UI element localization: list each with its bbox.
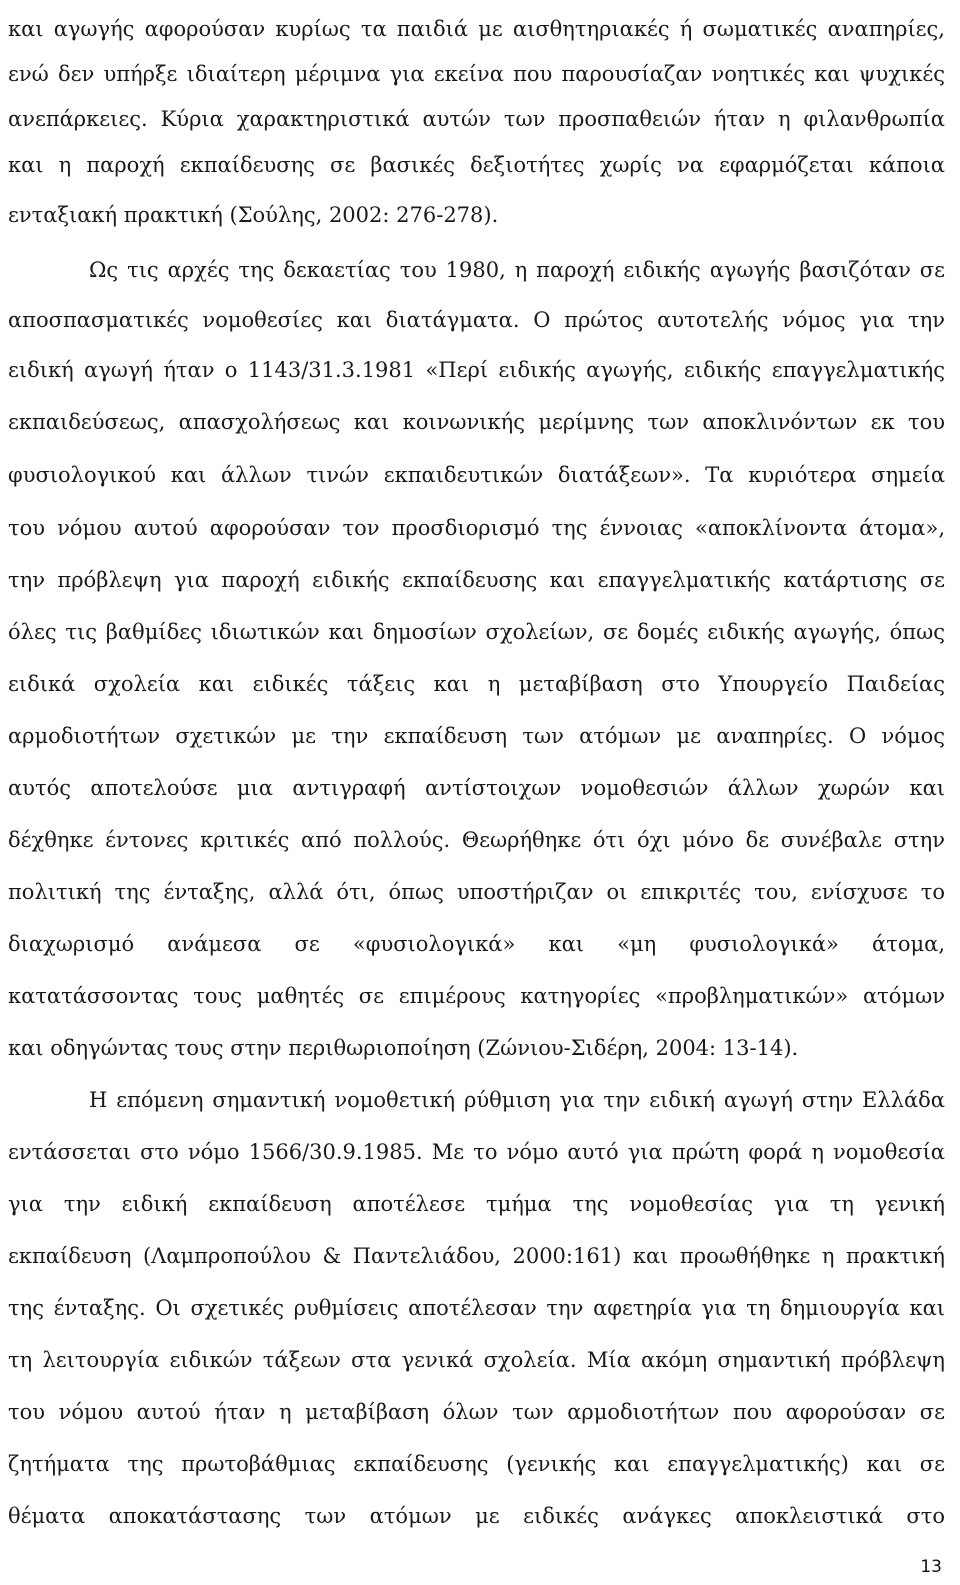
text-line: αρμοδιοτήτων σχετικών με την εκπαίδευση των ατόμων με αναπηρίες. Ο νόμος [8, 724, 945, 748]
text-line: αποσπασματικές νομοθεσίες και διατάγματα. Ο πρώτος αυτοτελής νόμος για την [8, 308, 945, 332]
text-line: ανεπάρκειες. Κύρια χαρακτηριστικά αυτών των προσπαθειών ήταν η φιλανθρωπία [8, 107, 945, 131]
paragraph-start-line: Ως τις αρχές της δεκαετίας του 1980, η παροχή ειδικής αγωγής βασιζόταν σε [89, 258, 945, 282]
text-line: διαχωρισμό ανάμεσα σε «φυσιολογικά» και «μη φυσιολογικά» άτομα, [8, 932, 945, 956]
text-line: πολιτική της ένταξης, αλλά ότι, όπως υποστήριζαν οι επικριτές του, ενίσχυσε το [8, 880, 945, 904]
text-line: του νόμου αυτού ήταν η μεταβίβαση όλων των αρμοδιοτήτων που αφορούσαν σε [8, 1400, 945, 1424]
text-line: εντάσσεται στο νόμο 1566/30.9.1985. Με το νόμο αυτό για πρώτη φορά η νομοθεσία [8, 1140, 945, 1164]
page-number: 13 [920, 1557, 942, 1577]
text-line: δέχθηκε έντονες κριτικές από πολλούς. Θεωρήθηκε ότι όχι μόνο δε συνέβαλε στην [8, 828, 945, 852]
text-line: φυσιολογικού και άλλων τινών εκπαιδευτικών διατάξεων». Τα κυριότερα σημεία [8, 463, 945, 487]
text-line: όλες τις βαθμίδες ιδιωτικών και δημοσίων σχολείων, σε δομές ειδικής αγωγής, όπως [8, 620, 945, 644]
text-line: και αγωγής αφορούσαν κυρίως τα παιδιά με αισθητηριακές ή σωματικές αναπηρίες, [8, 17, 945, 41]
text-line: ζητήματα της πρωτοβάθμιας εκπαίδευσης (γενικής και επαγγελματικής) και σε [8, 1452, 945, 1476]
text-line: την πρόβλεψη για παροχή ειδικής εκπαίδευσης και επαγγελματικής κατάρτισης σε [8, 568, 945, 592]
text-line: θέματα αποκατάστασης των ατόμων με ειδικές ανάγκες αποκλειστικά στο [8, 1504, 945, 1528]
paragraph-start-line: Η επόμενη σημαντική νομοθετική ρύθμιση για την ειδική αγωγή στην Ελλάδα [89, 1088, 945, 1112]
text-line: ειδική αγωγή ήταν ο 1143/31.3.1981 «Περί ειδικής αγωγής, ειδικής επαγγελματικής [8, 358, 945, 382]
text-line: κατατάσσοντας τους μαθητές σε επιμέρους κατηγορίες «προβληματικών» ατόμων [8, 984, 945, 1008]
text-line: ενταξιακή πρακτική (Σούλης, 2002: 276-278). [8, 203, 499, 227]
text-line: του νόμου αυτού αφορούσαν τον προσδιορισμό της έννοιας «αποκλίνοντα άτομα», [8, 516, 945, 540]
text-line: ενώ δεν υπήρξε ιδιαίτερη μέριμνα για εκείνα που παρουσίαζαν νοητικές και ψυχικές [8, 62, 945, 86]
text-line: και οδηγώντας τους στην περιθωριοποίηση (Ζώνιου-Σιδέρη, 2004: 13-14). [8, 1036, 799, 1060]
text-line: ειδικά σχολεία και ειδικές τάξεις και η μεταβίβαση στο Υπουργείο Παιδείας [8, 672, 945, 696]
text-line: τη λειτουργία ειδικών τάξεων στα γενικά σχολεία. Μία ακόμη σημαντική πρόβλεψη [8, 1348, 945, 1372]
text-line: εκπαίδευση (Λαμπροπούλου & Παντελιάδου, 2000:161) και προωθήθηκε η πρακτική [8, 1244, 945, 1268]
text-line: της ένταξης. Οι σχετικές ρυθμίσεις αποτέλεσαν την αφετηρία για τη δημιουργία και [8, 1296, 945, 1320]
text-line: και η παροχή εκπαίδευσης σε βασικές δεξιοτήτες χωρίς να εφαρμόζεται κάποια [8, 153, 945, 177]
text-line: εκπαιδεύσεως, απασχολήσεως και κοινωνικής μερίμνης των αποκλινόντων εκ του [8, 410, 945, 434]
text-line: για την ειδική εκπαίδευση αποτέλεσε τμήμα της νομοθεσίας για τη γενική [8, 1192, 945, 1216]
text-line: αυτός αποτελούσε μια αντιγραφή αντίστοιχων νομοθεσιών άλλων χωρών και [8, 776, 945, 800]
